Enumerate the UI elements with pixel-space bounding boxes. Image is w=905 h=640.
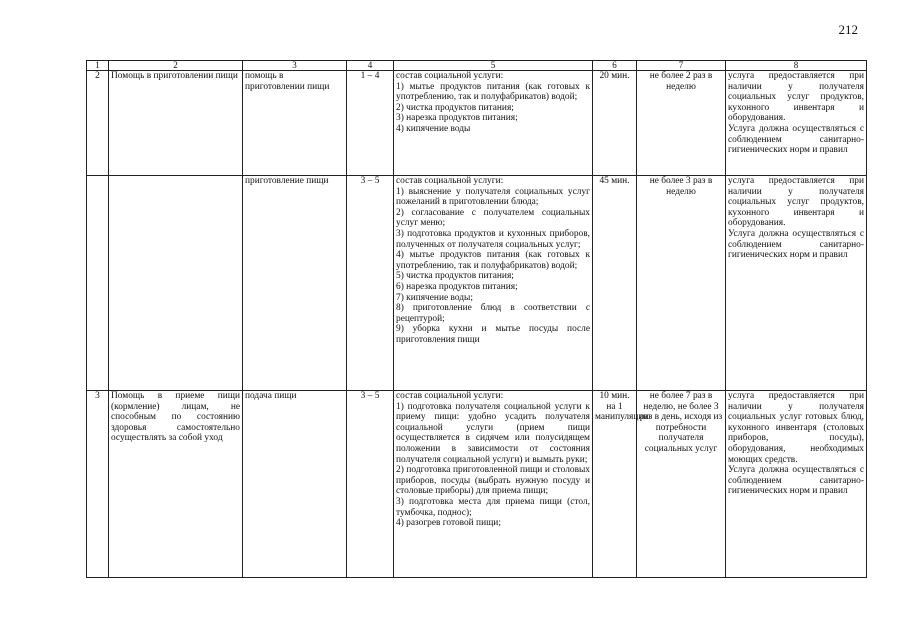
conditions-line: Услуга должна осуществляться с соблюдением санитарно-гигиенических норм и правил: [728, 228, 864, 261]
content-line: 6) нарезка продуктов питания;: [396, 281, 518, 292]
need-level: 3 – 5: [347, 391, 394, 578]
service-conditions: [726, 176, 867, 391]
row-number: [87, 176, 109, 391]
conditions-line: услуга предоставляется при наличии у получателя социальных услуг продуктов, кухонного инвентаря и оборудования.: [728, 176, 864, 229]
need-level: 1 – 4: [347, 71, 394, 176]
content-line: 2) подготовка приготовленной пищи и столовых приборов, посуды (выбрать нужную посуду и столовые приборы) для приема пищи;: [396, 465, 590, 497]
content-line: 7) кипячение воды;: [396, 292, 473, 303]
content-line: 4) разогрев готовой пищи;: [396, 518, 501, 529]
content-line: 4) мытье продуктов питания (как готовых к употреблению, так и полуфабрикатов) водой;: [396, 250, 590, 271]
content-line: 3) подготовка места для приема пищи (стол, тумбочка, поднос);: [396, 496, 590, 518]
conditions-line: услуга предоставляется при наличии у получателя социальных услуг продуктов, кухонного инвентаря и оборудования.: [728, 71, 864, 124]
header-cell-7: 7: [637, 61, 726, 71]
content-line: 8) приготовление блюд в соответствии с рецептурой;: [396, 303, 590, 324]
service-content: [394, 71, 593, 176]
service-conditions: [726, 71, 867, 176]
content-line: 4) кипячение воды: [396, 123, 471, 134]
service-name: [109, 176, 243, 391]
service-type: помощь в приготовлении пищи: [243, 71, 347, 176]
service-content: [394, 176, 593, 391]
content-line: 5) чистка продуктов питания;: [396, 271, 514, 282]
service-time: 45 мин.: [593, 176, 637, 391]
content-line: 1) выяснение у получателя социальных услуг пожеланий в приготовлении блюда;: [396, 186, 590, 208]
header-cell-2: 2: [109, 61, 243, 71]
header-row: [87, 61, 867, 71]
row-number: 2: [87, 71, 109, 176]
header-cell-3: 3: [243, 61, 347, 71]
conditions-line: Услуга должна осуществляться с соблюдением санитарно-гигиенических норм и правил: [728, 465, 864, 497]
service-name: Помощь в приготовлении пищи: [109, 71, 243, 176]
need-level: 3 – 5: [347, 176, 394, 391]
service-type: подача пищи: [243, 391, 347, 578]
row-number: 3: [87, 391, 109, 578]
service-type: приготовление пищи: [243, 176, 347, 391]
service-frequency: не более 2 раз в неделю: [637, 71, 726, 176]
content-line: 9) уборка кухни и мытье посуды после приготовления пищи: [396, 324, 590, 345]
table-row: [87, 176, 867, 391]
service-content: [394, 391, 593, 578]
page-number: 212: [838, 22, 858, 37]
content-line: 3) нарезка продуктов питания;: [396, 113, 518, 124]
content-line: 3) подготовка продуктов и кухонных приборов, полученных от получателя социальных услуг;: [396, 228, 590, 250]
service-frequency: не более 7 раз в неделю, не более 3 раз в день, исходя из потребности получателя социальных услуг: [637, 391, 726, 578]
table-row: [87, 71, 867, 176]
content-line: 2) чистка продуктов питания;: [396, 102, 514, 113]
content-line: состав социальной услуги:: [396, 391, 504, 401]
service-time: 10 мин. на 1 манипуляцию: [593, 391, 637, 578]
table-row: [87, 391, 867, 578]
conditions-line: услуга предоставляется при наличии у получателя социальных услуг готовых блюд, кухонного инвентаря (столовых приборов, посуды), оборудования, необходимых моющих средств.: [728, 391, 864, 465]
header-cell-5: 5: [394, 61, 593, 71]
service-conditions: [726, 391, 867, 578]
content-line: 2) согласование с получателем социальных услуг меню;: [396, 207, 590, 229]
service-name: Помощь в приеме пищи (кормление) лицам, не способным по состоянию здоровья самостоятельно осуществлять за собой уход: [109, 391, 243, 578]
header-cell-1: 1: [87, 61, 109, 71]
services-table: [86, 60, 867, 578]
header-cell-6: 6: [593, 61, 637, 71]
service-frequency: не более 3 раз в неделю: [637, 176, 726, 391]
content-line: 1) мытье продуктов питания (как готовых к употреблению, так и полуфабрикатов) водой;: [396, 81, 590, 103]
header-cell-4: 4: [347, 61, 394, 71]
conditions-line: Услуга должна осуществляться с соблюдением санитарно-гигиенических норм и правил: [728, 123, 864, 156]
content-line: состав социальной услуги:: [396, 176, 504, 186]
content-line: состав социальной услуги:: [396, 71, 504, 81]
header-cell-8: 8: [726, 61, 867, 71]
content-line: 1) подготовка получателя социальной услуги к приему пищи: удобно усадить получателя социальной услуги (прием пищи осуществляется в сидячем или полусидящем положении в зависимости от состояния получателя социальной услуги) и вымыть руки;: [396, 401, 590, 465]
service-time: 20 мин.: [593, 71, 637, 176]
